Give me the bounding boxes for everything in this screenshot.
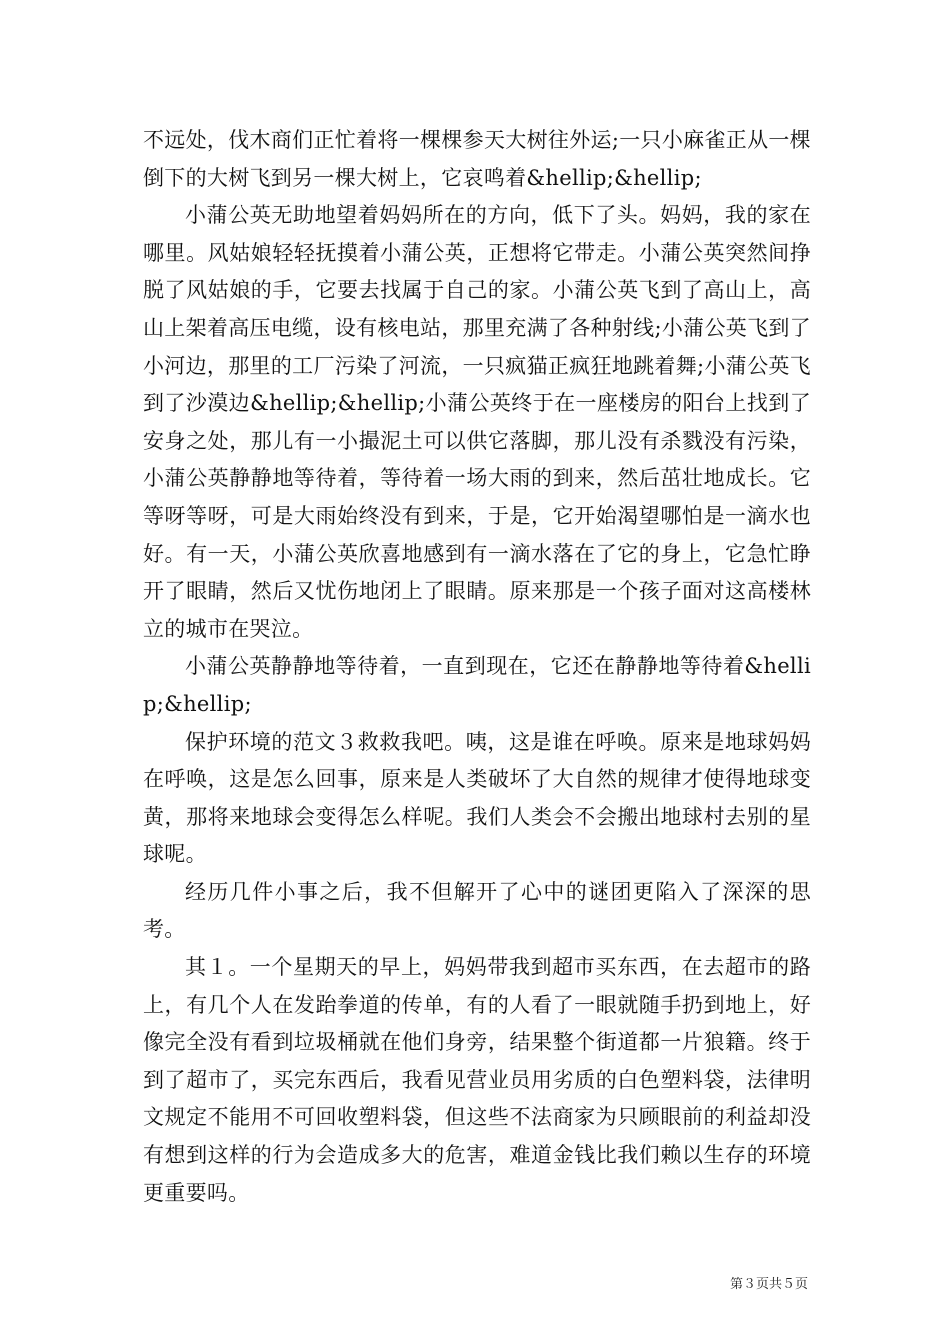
paragraph-2: 小蒲公英无助地望着妈妈所在的方向，低下了头。妈妈，我的家在哪里。风姑娘轻轻抚摸着小蒲公英，正想将它带走。小蒲公英突然间挣脱了风姑娘的手，它要去找属于自己的家。小蒲公英飞到了高山上，高山上架着高压电缆，设有核电站，那里充满了各种射线;小蒲公英飞到了小河边，那里的工厂污染了河流，一只疯猫正疯狂地跳着舞;小蒲公英飞到了沙漠边&hellip;&hellip;小蒲公英终于在一座楼房的阳台上找到了安身之处，那儿有一小撮泥土可以供它落脚，那儿没有杀戮没有污染，小蒲公英静静地等待着，等待着一场大雨的到来，然后茁壮地成长。它等呀等呀，可是大雨始终没有到来，于是，它开始渴望哪怕是一滴水也好。有一天，小蒲公英欣喜地感到有一滴水落在了它的身上，它急忙睁开了眼睛，然后又忧伤地闭上了眼睛。原来那是一个孩子面对这高楼林立的城市在哭泣。 xyxy=(143,203,811,641)
paragraph-5: 经历几件小事之后，我不但解开了心中的谜团更陷入了深深的思考。 xyxy=(143,879,811,942)
paragraph-6: 其１。一个星期天的早上，妈妈带我到超市买东西，在去超市的路上，有几个人在发跆拳道的传单，有的人看了一眼就随手扔到地上，好像完全没有看到垃圾桶就在他们身旁，结果整个街道都一片狼籍。终于到了超市了，买完东西后，我看见营业员用劣质的白色塑料袋，法律明文规定不能用不可回收塑料袋，但这些不法商家为只顾眼前的利益却没有想到这样的行为会造成多大的危害，难道金钱比我们赖以生存的环境更重要吗。 xyxy=(143,955,811,1205)
document-body xyxy=(143,122,811,1212)
paragraph-3: 小蒲公英静静地等待着，一直到现在，它还在静静地等待着&hellip;&hellip; xyxy=(143,654,811,716)
paragraph-1: 不远处，伐木商们正忙着将一棵棵参天大树往外运;一只小麻雀正从一棵倒下的大树飞到另一棵大树上，它哀鸣着&hellip;&hellip; xyxy=(143,128,811,190)
page-number-footer: 第３页共５页 xyxy=(729,1277,808,1292)
paragraph-4: 保护环境的范文３救救我吧。咦，这是谁在呼唤。原来是地球妈妈在呼唤，这是怎么回事，原来是人类破坏了大自然的规律才使得地球变黄，那将来地球会变得怎么样呢。我们人类会不会搬出地球村去别的星球呢。 xyxy=(143,729,811,867)
